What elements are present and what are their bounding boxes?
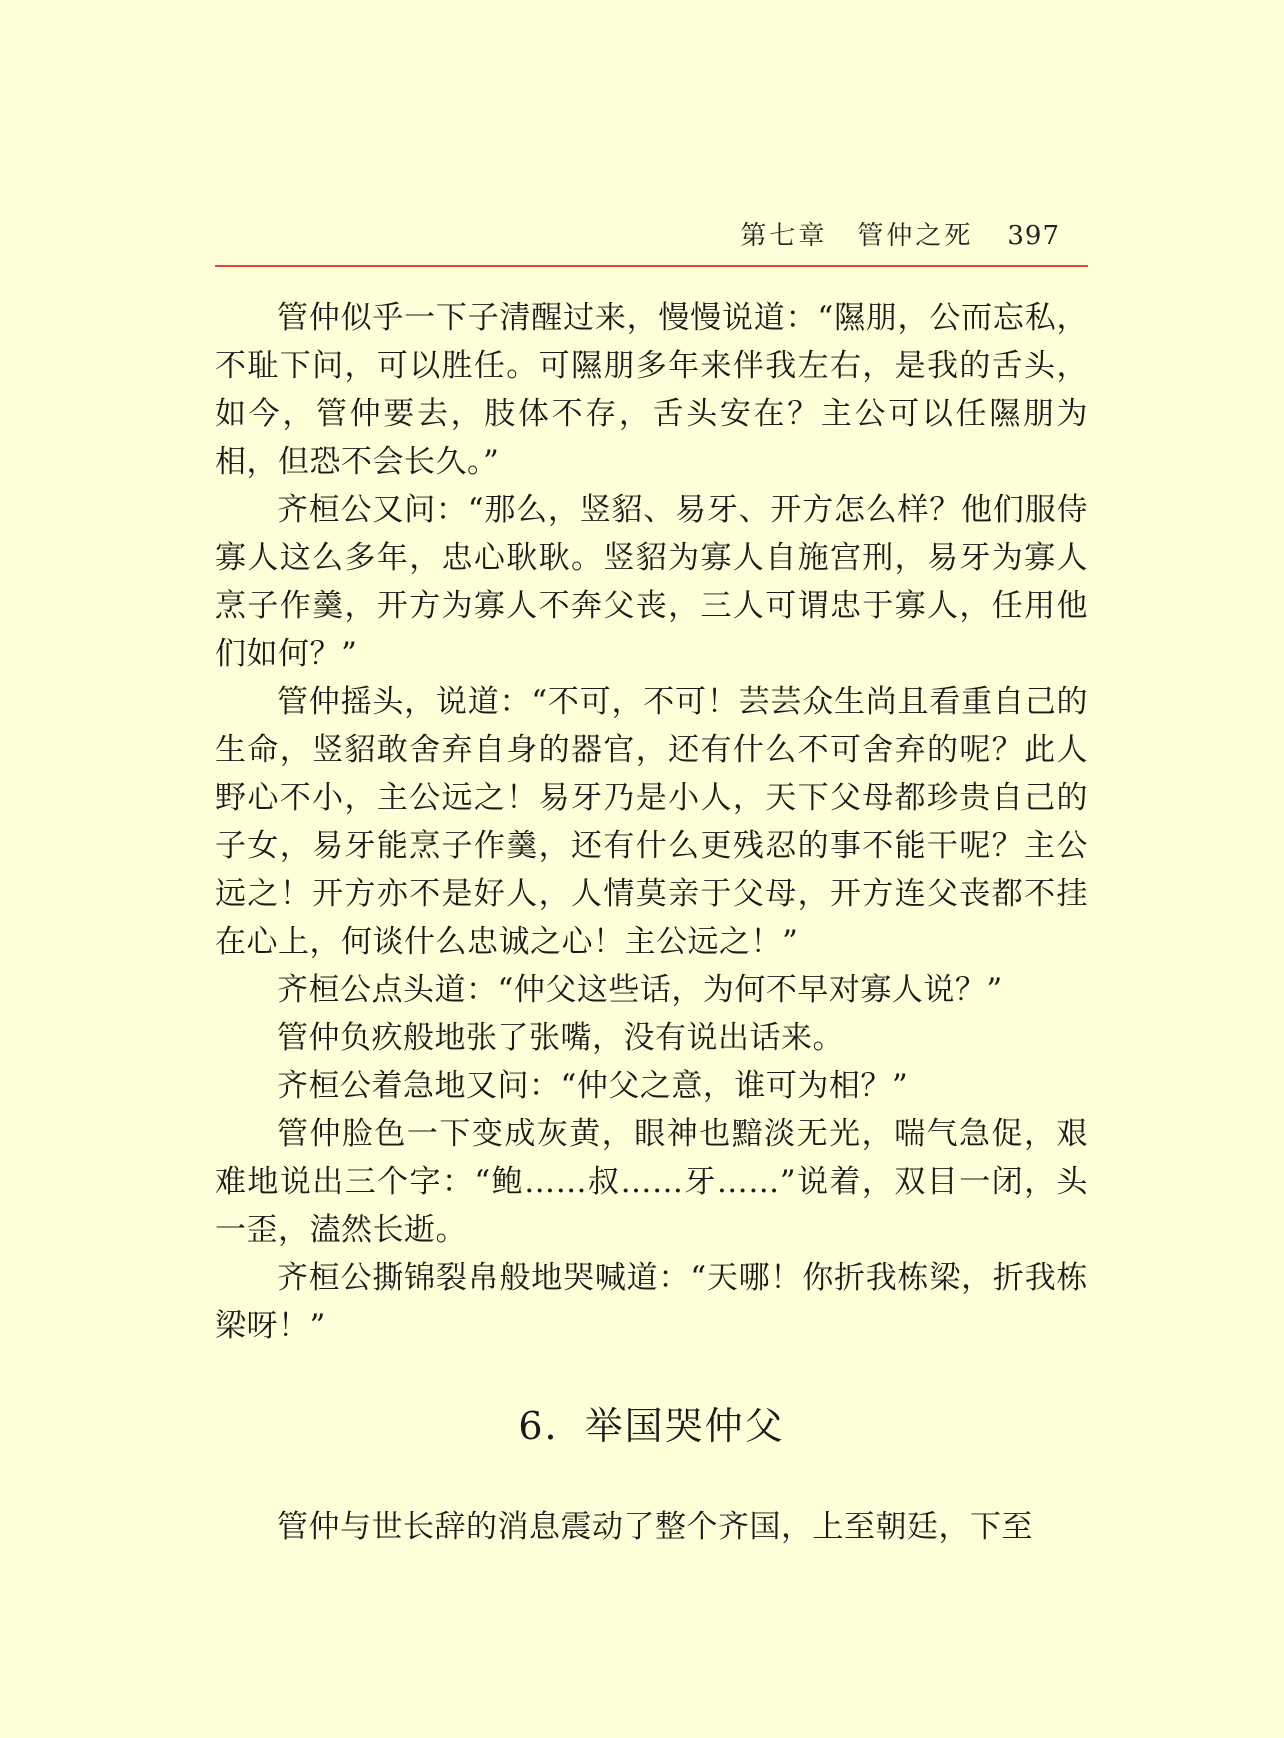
paragraph: 管仲似乎一下子清醒过来，慢慢说道：“隰朋，公而忘私，不耻下问，可以胜任。可隰朋多年来伴我左右，是我的舌头，如今，管仲要去，肢体不存，舌头安在？主公可以任隰朋为相，但恐不会长久。” — [215, 300, 1088, 480]
chapter-label: 第七章 — [740, 221, 828, 251]
paragraph: 齐桓公又问：“那么，竖貂、易牙、开方怎么样？他们服侍寡人这么多年，忠心耿耿。竖貂为寡人自施宫刑，易牙为寡人烹子作羹，开方为寡人不奔父丧，三人可谓忠于寡人，任用他们如何？” — [215, 492, 1088, 672]
chapter-title: 管仲之死 — [857, 221, 974, 251]
paragraph: 齐桓公撕锦裂帛般地哭喊道：“天哪！你折我栋梁，折我栋梁呀！” — [215, 1260, 1088, 1344]
running-head — [215, 216, 1088, 256]
paragraph: 管仲与世长辞的消息震动了整个齐国，上至朝廷，下至 — [277, 1509, 1033, 1545]
section-heading: 6．举国哭仲父 — [518, 1404, 785, 1448]
paragraph: 齐桓公着急地又问：“仲父之意，谁可为相？” — [277, 1068, 909, 1104]
paragraph: 管仲负疚般地张了张嘴，没有说出话来。 — [277, 1020, 844, 1056]
page-number: 397 — [1007, 221, 1060, 251]
section-body — [215, 1503, 1088, 1551]
paragraph: 齐桓公点头道：“仲父这些话，为何不早对寡人说？” — [277, 972, 1003, 1008]
body-text — [215, 294, 1088, 1350]
paragraph: 管仲摇头，说道：“不可，不可！芸芸众生尚且看重自己的生命，竖貂敢舍弃自身的器官，还有什么不可舍弃的呢？此人野心不小，主公远之！易牙乃是小人，天下父母都珍贵自己的子女，易牙能烹子作羹，还有什么更残忍的事不能干呢？主公远之！开方亦不是好人，人情莫亲于父母，开方连父丧都不挂在心上，何谈什么忠诚之心！主公远之！” — [215, 684, 1088, 960]
header-divider — [215, 265, 1088, 267]
paragraph: 管仲脸色一下变成灰黄，眼神也黯淡无光，喘气急促，艰难地说出三个字：“鲍……叔……牙……”说着，双目一闭，头一歪，溘然长逝。 — [215, 1116, 1088, 1248]
